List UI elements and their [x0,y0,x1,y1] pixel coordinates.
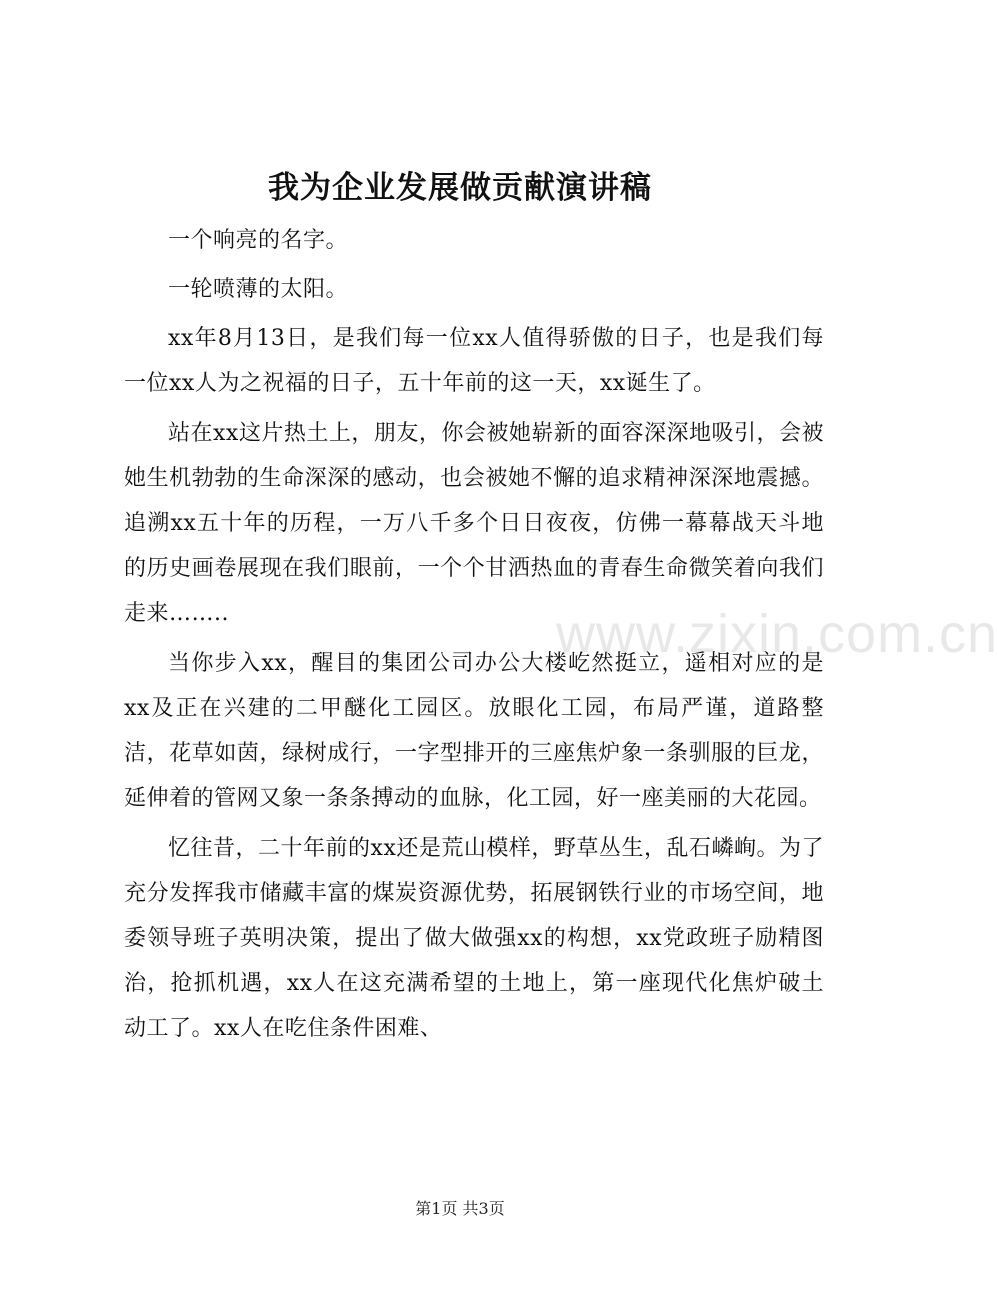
paragraph-5: 当你步入xx，醒目的集团公司办公大楼屹然挺立，遥相对应的是xx及正在兴建的二甲醚化工园区。放眼化工园，布局严谨，道路整洁，花草如茵，绿树成行，一字型排开的三座焦炉象一条驯服的巨龙，延伸着的管网又象一条条搏动的血脉，化工园，好一座美丽的大花园。 [124,651,824,811]
paragraph-2: 一轮喷薄的太阳。 [168,277,349,302]
paragraph-6: 忆往昔，二十年前的xx还是荒山模样，野草丛生，乱石嶙峋。为了充分发挥我市储藏丰富的煤炭资源优势，拓展钢铁行业的市场空间，地委领导班子英明决策，提出了做大做强xx的构想，xx党政班子励精图治，抢抓机遇，xx人在这充满希望的土地上，第一座现代化焦炉破土动工了。xx人在吃住条件困难、 [124,836,824,1041]
paragraph-4: 站在xx这片热土上，朋友，你会被她崭新的面容深深地吸引，会被她生机勃勃的生命深深的感动，也会被她不懈的追求精神深深地震撼。追溯xx五十年的历程，一万八千多个日日夜夜，仿佛一幕幕战天斗地的历史画卷展现在我们眼前，一个个甘洒热血的青春生命微笑着向我们走来…….. [124,421,824,626]
watermark-text: www.zixin.com.cn [556,604,998,664]
paragraph-1: 一个响亮的名字。 [168,228,349,253]
page-footer: 第1页 共3页 [415,1199,505,1218]
paragraph-3: xx年8月13日，是我们每一位xx人值得骄傲的日子，也是我们每一位xx人为之祝福的日子，五十年前的这一天，xx诞生了。 [124,326,824,396]
document-title: 我为企业发展做贡献演讲稿 [268,170,652,206]
